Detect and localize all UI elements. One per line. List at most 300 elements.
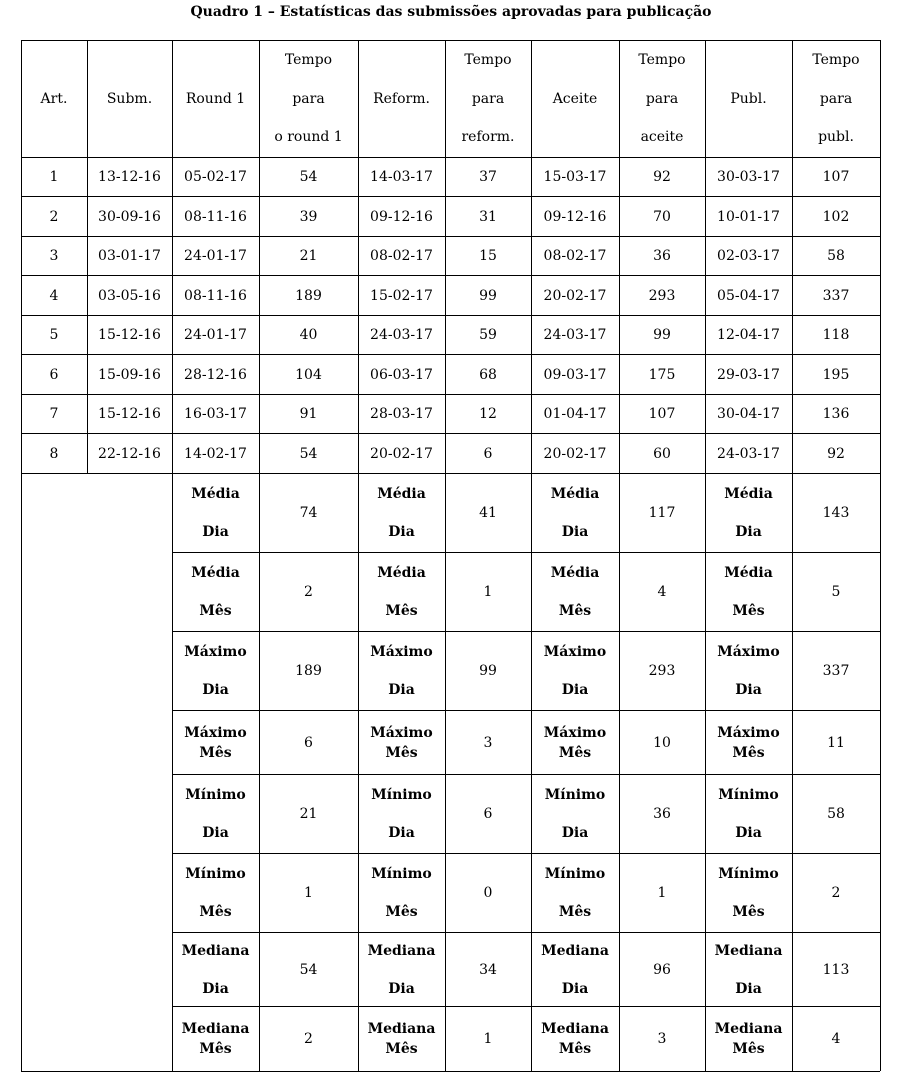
stat-label-line: Mediana: [181, 1021, 250, 1037]
stat-label-line: Dia: [202, 825, 229, 841]
cell-value: 6: [49, 366, 59, 383]
stat-label: [705, 854, 792, 932]
table-cell: [172, 237, 259, 275]
header-line: para: [819, 90, 853, 107]
stat-label: [531, 933, 619, 1006]
stat-value: [445, 1007, 531, 1071]
table-cell: [531, 434, 619, 473]
table-cell: [531, 197, 619, 236]
stat-value: [792, 553, 880, 631]
table-cell: [259, 355, 358, 394]
stat-value-text: 293: [648, 663, 676, 679]
stat-value-text: 58: [827, 806, 845, 822]
table-cell: [87, 237, 172, 275]
cell-value: 99: [653, 327, 671, 343]
stat-label-line: Média: [191, 486, 240, 502]
table-cell: [531, 276, 619, 315]
table-cell: [259, 197, 358, 236]
cell-value: 40: [299, 327, 318, 343]
cell-value: 30-03-17: [717, 169, 780, 185]
header-aceite: [531, 41, 619, 157]
header-label: Reform.: [373, 91, 430, 107]
stat-value: [445, 711, 531, 774]
stat-label-line: Máximo: [370, 644, 433, 660]
table-cell: [358, 197, 445, 236]
cell-value: 13-12-16: [98, 169, 161, 185]
cell-value: 24-03-17: [717, 445, 780, 462]
table-cell: [358, 434, 445, 473]
stat-label-line: Máximo: [184, 644, 247, 660]
stat-label-line: Mínimo: [371, 866, 432, 882]
cell-value: 59: [479, 327, 497, 343]
table-cell: [259, 316, 358, 354]
stat-value-text: 2: [831, 885, 841, 901]
stat-label-line: Dia: [388, 682, 415, 698]
header-line: para: [471, 90, 505, 107]
header-line: Tempo: [284, 52, 333, 68]
stat-value-text: 10: [653, 734, 671, 751]
stat-value: [619, 775, 705, 853]
stat-label: [531, 632, 619, 710]
stat-label-line: Dia: [735, 980, 762, 997]
table-cell: [21, 316, 87, 354]
stat-label-line: Média: [724, 565, 773, 581]
stat-label: [531, 775, 619, 853]
stat-value: [792, 854, 880, 932]
stat-value-text: 1: [657, 885, 667, 901]
table-cell: [619, 158, 705, 196]
table-cell: [445, 316, 531, 354]
stat-label: [172, 553, 259, 631]
cell-value: 20-02-17: [370, 445, 433, 462]
cell-value: 15-09-16: [98, 366, 161, 383]
cell-value: 08-02-17: [370, 248, 433, 264]
cell-value: 09-03-17: [543, 366, 607, 383]
table-cell: [531, 237, 619, 275]
header-tempo_round: [259, 41, 358, 157]
stat-value: [792, 775, 880, 853]
stat-label: [172, 474, 259, 552]
table-cell: [259, 434, 358, 473]
table-cell: [792, 197, 880, 236]
header-line: publ.: [818, 129, 854, 145]
cell-value: 29-03-17: [717, 366, 780, 383]
cell-value: 21: [299, 248, 318, 264]
stat-value: [259, 1007, 358, 1071]
stat-value-text: 5: [831, 584, 841, 600]
table-cell: [705, 276, 792, 315]
cell-value: 293: [648, 287, 676, 304]
stat-value: [619, 711, 705, 774]
stat-label: [705, 933, 792, 1006]
cell-value: 3: [49, 248, 59, 264]
stat-label-line: Mediana: [714, 1021, 783, 1037]
cell-value: 175: [648, 366, 676, 383]
table-cell: [792, 355, 880, 394]
cell-value: 68: [479, 366, 497, 383]
stat-value-text: 3: [657, 1031, 667, 1047]
stat-label-line: Mediana: [714, 942, 783, 959]
cell-value: 24-01-17: [184, 327, 247, 343]
header-line: Tempo: [464, 52, 512, 68]
stat-value: [445, 854, 531, 932]
stat-value-text: 6: [304, 734, 313, 751]
table-cell: [172, 434, 259, 473]
stat-value: [619, 1007, 705, 1071]
stat-label: [531, 854, 619, 932]
table-cell: [705, 237, 792, 275]
table-cell: [531, 355, 619, 394]
table-cell: [531, 395, 619, 433]
stat-label-line: Máximo: [370, 724, 433, 741]
table-cell: [87, 355, 172, 394]
cell-value: 24-03-17: [370, 327, 433, 343]
stat-label-line: Mês: [385, 1041, 418, 1057]
stat-label-line: Dia: [202, 980, 229, 997]
stat-label-line: Dia: [561, 524, 589, 540]
stat-label: [172, 854, 259, 932]
stat-value-text: 11: [827, 734, 845, 751]
cell-value: 30-09-16: [98, 208, 161, 225]
table-cell: [445, 355, 531, 394]
table-cell: [172, 355, 259, 394]
cell-value: 15-03-17: [543, 169, 607, 185]
cell-value: 30-04-17: [717, 406, 780, 422]
table-cell: [87, 158, 172, 196]
table-cell: [21, 197, 87, 236]
stat-label-line: Mês: [199, 1041, 232, 1057]
stat-value-text: 21: [299, 806, 318, 822]
cell-value: 6: [483, 445, 493, 462]
table-cell: [792, 434, 880, 473]
stat-label: [705, 1007, 792, 1071]
table-cell: [619, 434, 705, 473]
stat-label-line: Mês: [732, 1041, 765, 1057]
table-cell: [705, 197, 792, 236]
header-label: Aceite: [552, 91, 598, 107]
stat-label: [705, 632, 792, 710]
table-cell: [619, 276, 705, 315]
header-label: Art.: [40, 91, 68, 107]
stat-value-text: 54: [299, 961, 318, 978]
cell-value: 107: [648, 406, 676, 422]
stat-label: [531, 711, 619, 774]
cell-value: 1: [49, 169, 59, 185]
cell-value: 06-03-17: [370, 366, 433, 383]
stat-label: [172, 1007, 259, 1071]
stat-value: [445, 553, 531, 631]
stat-label-line: Mês: [385, 904, 418, 920]
stat-label-line: Máximo: [717, 644, 780, 660]
table-cell: [21, 158, 87, 196]
table-cell: [358, 355, 445, 394]
stat-label-line: Mês: [732, 744, 765, 761]
table-cell: [259, 158, 358, 196]
stat-value-text: 117: [648, 505, 676, 521]
table-cell: [792, 316, 880, 354]
table-cell: [619, 355, 705, 394]
header-label: Round 1: [185, 91, 246, 107]
header-tempo_aceite: [619, 41, 705, 157]
cell-value: 58: [827, 248, 845, 264]
table-cell: [445, 434, 531, 473]
table-cell: [87, 316, 172, 354]
table-cell: [619, 237, 705, 275]
header-round1: [172, 41, 259, 157]
table-cell: [259, 276, 358, 315]
stat-value-text: 4: [831, 1031, 841, 1047]
cell-value: 20-02-17: [543, 445, 607, 462]
table-cell: [358, 316, 445, 354]
stat-label: [358, 775, 445, 853]
cell-value: 36: [653, 248, 671, 264]
stat-label-line: Dia: [388, 980, 415, 997]
cell-value: 14-03-17: [370, 169, 433, 185]
stat-value-text: 2: [304, 1031, 313, 1047]
stat-label-line: Dia: [561, 980, 589, 997]
stat-value: [792, 474, 880, 552]
stat-value-text: 4: [657, 584, 667, 600]
header-line: reform.: [461, 129, 515, 145]
stat-label-line: Mediana: [367, 942, 436, 959]
cell-value: 136: [822, 406, 850, 422]
table-title: Quadro 1 – Estatísticas das submissões aprovadas para publicação: [190, 4, 712, 20]
stat-label: [358, 1007, 445, 1071]
stat-value: [619, 933, 705, 1006]
header-reform: [358, 41, 445, 157]
cell-value: 189: [295, 287, 322, 304]
stat-label-line: Mês: [199, 744, 232, 761]
cell-value: 12: [479, 406, 497, 422]
header-label: Publ.: [730, 91, 767, 107]
table-cell: [445, 197, 531, 236]
table-cell: [531, 316, 619, 354]
table-cell: [358, 395, 445, 433]
header-line: Tempo: [812, 52, 860, 68]
cell-value: 7: [49, 406, 59, 422]
stat-value-text: 337: [822, 663, 850, 679]
stat-value-text: 74: [299, 505, 318, 521]
cell-value: 54: [299, 445, 318, 462]
table-cell: [619, 395, 705, 433]
stat-value: [259, 553, 358, 631]
stat-value-text: 113: [822, 961, 850, 978]
stat-label-line: Mínimo: [544, 866, 606, 882]
stat-value: [445, 632, 531, 710]
stat-label-line: Média: [724, 486, 773, 502]
stat-value-text: 3: [483, 734, 493, 751]
cell-value: 2: [49, 208, 59, 225]
table-cell: [172, 158, 259, 196]
stat-label-line: Dia: [735, 524, 762, 540]
stat-label: [705, 775, 792, 853]
stat-value: [259, 775, 358, 853]
stat-value-text: 99: [479, 663, 497, 679]
stat-label: [705, 711, 792, 774]
stat-value-text: 41: [479, 505, 497, 521]
stat-value-text: 96: [653, 961, 671, 978]
stat-label-line: Mês: [385, 603, 418, 619]
stat-label-line: Dia: [388, 524, 415, 540]
table-cell: [705, 158, 792, 196]
stat-label-line: Mediana: [181, 942, 250, 959]
cell-value: 12-04-17: [717, 327, 780, 343]
cell-value: 05-04-17: [717, 287, 780, 304]
stat-label-line: Máximo: [543, 724, 607, 741]
stat-label-line: Média: [550, 565, 600, 581]
cell-value: 31: [479, 208, 497, 225]
cell-value: 104: [295, 366, 322, 383]
table-cell: [21, 395, 87, 433]
cell-value: 8: [49, 445, 59, 462]
cell-value: 92: [827, 445, 845, 462]
stat-label-line: Mínimo: [544, 787, 606, 803]
stat-label-line: Dia: [561, 682, 589, 698]
stat-label: [172, 711, 259, 774]
table-cell: [172, 197, 259, 236]
cell-value: 15-12-16: [98, 406, 161, 422]
stat-label-line: Média: [191, 565, 240, 581]
stat-label-line: Mediana: [541, 1021, 609, 1037]
header-tempo_reform: [445, 41, 531, 157]
cell-value: 05-02-17: [184, 169, 247, 185]
stat-value: [259, 632, 358, 710]
cell-value: 195: [822, 366, 850, 383]
cell-value: 15-02-17: [370, 287, 433, 304]
cell-value: 337: [822, 287, 850, 304]
cell-value: 4: [49, 287, 59, 304]
stat-label: [531, 1007, 619, 1071]
table-cell: [619, 316, 705, 354]
stat-value-text: 0: [483, 885, 493, 901]
cell-value: 5: [49, 327, 59, 343]
stat-label: [358, 474, 445, 552]
table-cell: [705, 434, 792, 473]
table-cell: [358, 237, 445, 275]
stat-value: [619, 474, 705, 552]
stat-value-text: 2: [304, 584, 313, 600]
header-art: [21, 41, 87, 157]
cell-value: 54: [299, 169, 318, 185]
cell-value: 92: [653, 169, 671, 185]
stat-label-line: Mês: [199, 904, 232, 920]
stat-value: [792, 1007, 880, 1071]
table-cell: [792, 395, 880, 433]
cell-value: 118: [822, 327, 850, 343]
header-line: para: [292, 90, 325, 107]
table-cell: [21, 355, 87, 394]
stat-value: [259, 854, 358, 932]
cell-value: 24-01-17: [184, 248, 247, 264]
stat-label: [358, 933, 445, 1006]
stat-label-line: Dia: [735, 825, 762, 841]
table-cell: [705, 355, 792, 394]
header-tempo_publ: [792, 41, 880, 157]
stat-label-line: Mês: [558, 1041, 592, 1057]
cell-value: 70: [653, 208, 671, 225]
stat-label-line: Dia: [202, 524, 229, 540]
header-line: aceite: [640, 129, 684, 145]
stat-label-line: Mínimo: [718, 787, 779, 803]
cell-value: 03-05-16: [98, 287, 161, 304]
stat-label-line: Média: [377, 565, 426, 581]
stat-value-text: 34: [479, 961, 497, 978]
stat-label-line: Mês: [385, 744, 418, 761]
stat-label-line: Mês: [558, 603, 592, 619]
stat-label: [705, 553, 792, 631]
table-cell: [21, 276, 87, 315]
stat-value: [445, 933, 531, 1006]
header-subm: [87, 41, 172, 157]
table-cell: [87, 434, 172, 473]
cell-value: 10-01-17: [717, 208, 780, 225]
cell-value: 39: [299, 208, 318, 225]
stat-value-text: 1: [483, 584, 493, 600]
table-cell: [358, 158, 445, 196]
stat-value: [445, 474, 531, 552]
stat-value: [445, 775, 531, 853]
stat-label: [172, 775, 259, 853]
stat-label-line: Mês: [558, 904, 592, 920]
stat-label-line: Dia: [735, 682, 762, 698]
table-cell: [87, 197, 172, 236]
cell-value: 02-03-17: [717, 248, 780, 264]
stat-value: [619, 553, 705, 631]
stat-value-text: 1: [304, 885, 313, 901]
header-line: o round 1: [274, 129, 343, 145]
stat-value: [619, 632, 705, 710]
stat-label-line: Média: [377, 486, 426, 502]
cell-value: 08-11-16: [184, 287, 247, 304]
table-cell: [21, 237, 87, 275]
header-line: para: [645, 90, 679, 107]
table-cell: [445, 237, 531, 275]
stat-label-line: Dia: [202, 682, 229, 698]
stat-label: [358, 632, 445, 710]
table-cell: [792, 158, 880, 196]
stat-value: [792, 632, 880, 710]
cell-value: 15: [479, 248, 497, 264]
stat-value: [259, 933, 358, 1006]
cell-value: 09-12-16: [543, 208, 607, 225]
stat-value: [619, 854, 705, 932]
table-cell: [445, 158, 531, 196]
table-cell: [705, 316, 792, 354]
stat-label: [172, 632, 259, 710]
stat-label-line: Mínimo: [185, 866, 246, 882]
stat-label-line: Dia: [388, 825, 415, 841]
cell-value: 15-12-16: [98, 327, 161, 343]
cell-value: 102: [822, 208, 850, 225]
cell-value: 107: [822, 169, 850, 185]
table-cell: [172, 395, 259, 433]
stat-label-line: Mínimo: [371, 787, 432, 803]
stat-label-line: Mínimo: [185, 787, 246, 803]
cell-value: 14-02-17: [184, 445, 247, 462]
stat-value-text: 1: [483, 1031, 493, 1047]
table-cell: [87, 395, 172, 433]
stat-value-text: 143: [822, 505, 850, 521]
stat-label-line: Mês: [558, 744, 592, 761]
stat-label: [358, 854, 445, 932]
cell-value: 24-03-17: [543, 327, 607, 343]
table-cell: [259, 395, 358, 433]
cell-value: 16-03-17: [184, 406, 247, 422]
stat-label-line: Mediana: [367, 1021, 436, 1037]
stat-value: [259, 711, 358, 774]
cell-value: 99: [479, 287, 497, 304]
table-cell: [21, 434, 87, 473]
